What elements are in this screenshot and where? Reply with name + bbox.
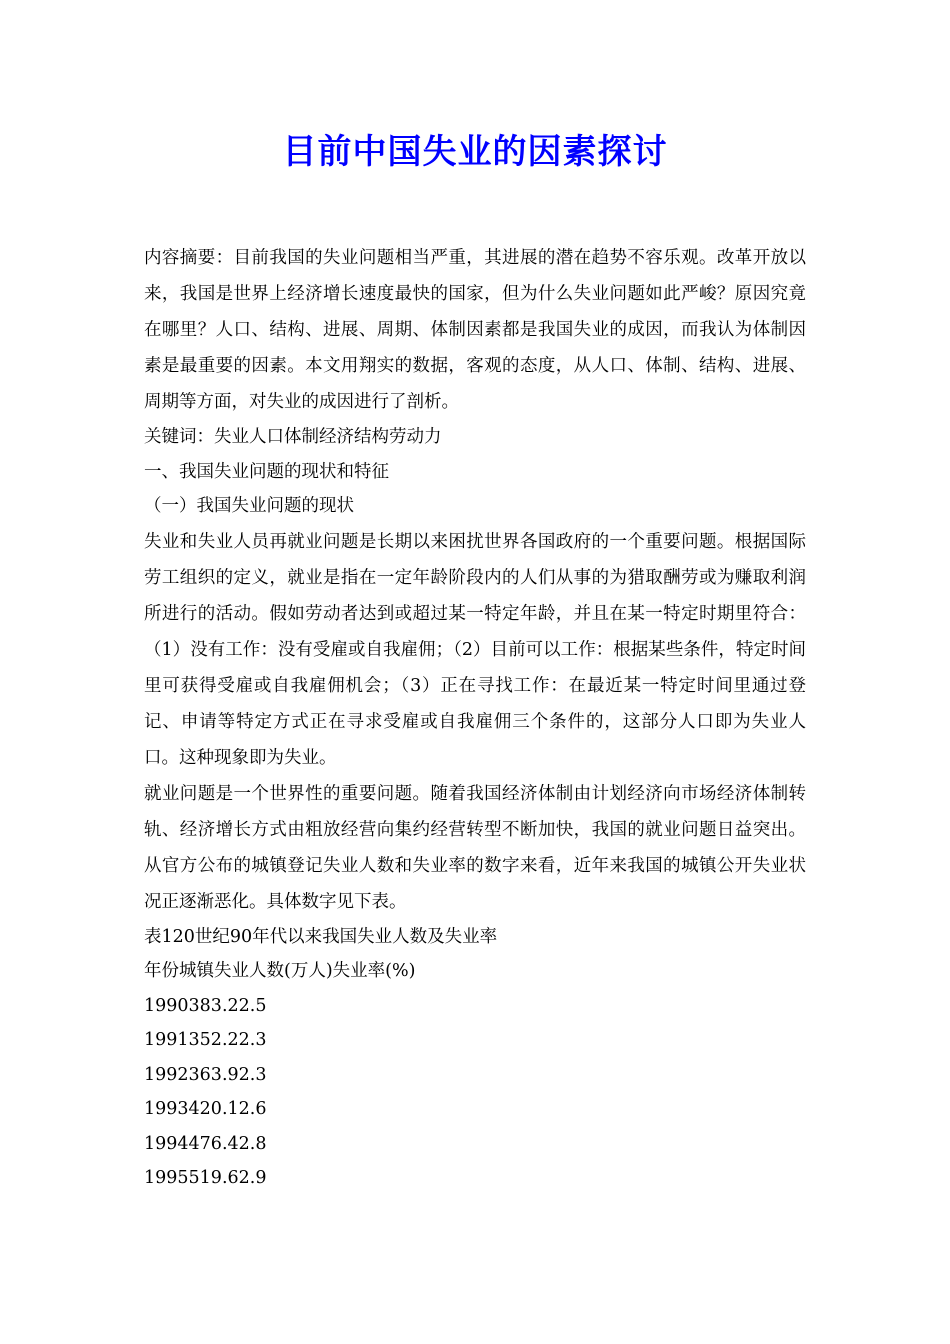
body-paragraph: 失业和失业人员再就业问题是长期以来困扰世界各国政府的一个重要问题。根据国际劳工组织的定义，就业是指在一定年龄阶段内的人们从事的为猎取酬劳或为赚取利润所进行的活动。假如劳动者达到或超过某一特定年龄，并且在某一特定时期里符合：（1）没有工作：没有受雇或自我雇佣；（2）目前可以工作：根据某些条件，特定时间里可获得受雇或自我雇佣机会；（3）正在寻找工作：在最近某一特定时间里通过登记、申请等特定方式正在寻求受雇或自我雇佣三个条件的，这部分人口即为失业人口。这种现象即为失业。 xyxy=(144,531,806,768)
table-row: 1993420.12.6 xyxy=(144,1099,267,1119)
document-body xyxy=(144,240,806,1196)
keywords-line: 关键词：失业人口体制经济结构劳动力 xyxy=(144,427,442,447)
abstract-paragraph: 内容摘要：目前我国的失业问题相当严重，其进展的潜在趋势不容乐观。改革开放以来，我国是世界上经济增长速度最快的国家，但为什么失业问题如此严峻？原因究竟在哪里？人口、结构、进展、周期、体制因素都是我国失业的成因，而我认为体制因素是最重要的因素。本文用翔实的数据，客观的态度，从人口、体制、结构、进展、周期等方面，对失业的成因进行了剖析。 xyxy=(144,248,806,412)
table-row: 1990383.22.5 xyxy=(144,995,267,1016)
table-row: 1994476.42.8 xyxy=(144,1133,267,1154)
table-caption: 表120世纪90年代以来我国失业人数及失业率 xyxy=(144,926,498,947)
document-title: 目前中国失业的因素探讨 xyxy=(282,132,668,172)
table-header: 年份城镇失业人数(万人)失业率(%) xyxy=(144,961,416,981)
subsection-heading: （一）我国失业问题的现状 xyxy=(144,496,354,516)
section-heading: 一、我国失业问题的现状和特征 xyxy=(144,461,389,482)
table-row: 1991352.22.3 xyxy=(144,1030,267,1050)
table-row: 1995519.62.9 xyxy=(144,1168,267,1188)
body-paragraph: 就业问题是一个世界性的重要问题。随着我国经济体制由计划经济向市场经济体制转轨、经济增长方式由粗放经营向集约经营转型不断加快，我国的就业问题日益突出。从官方公布的城镇登记失业人数和失业率的数字来看，近年来我国的城镇公开失业状况正逐渐恶化。具体数字见下表。 xyxy=(144,783,806,912)
table-row: 1992363.92.3 xyxy=(144,1064,267,1085)
